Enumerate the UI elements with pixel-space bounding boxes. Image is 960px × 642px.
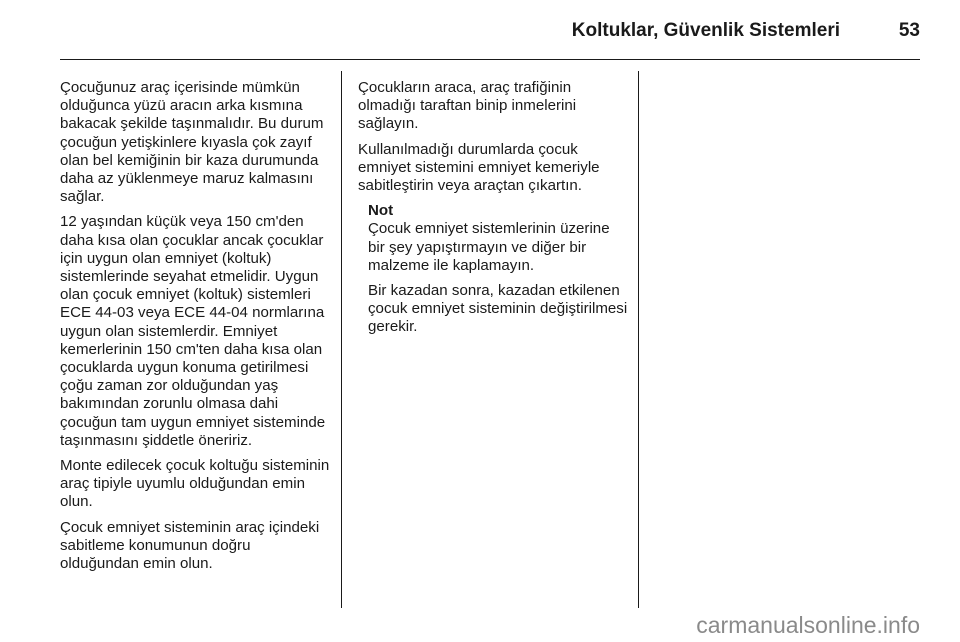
paragraph: Çocuğunuz araç içerisinde mümkün olduğunca yüzü aracın arka kısmına bakacak şekilde taşınmalıdır. Bu durum çocuğun yetişkinlere kıyasla çok zayıf olan bel kemiğinin bir kaza durumunda daha az yüklenmeye maruz kalmasını sağlar.: [60, 79, 324, 206]
note-paragraph: Bir kazadan sonra, kazadan etkilenen çocuk emniyet sisteminin değiştirilmesi gerekir.: [368, 282, 628, 336]
column-divider: [638, 71, 639, 608]
left-column: [60, 79, 332, 580]
right-column: [358, 79, 630, 344]
paragraph: Kullanılmadığı durumlarda çocuk emniyet sistemini emniyet kemeriyle sabitleştirin veya araçtan çıkartın.: [358, 140, 600, 195]
header-rule: [60, 59, 920, 60]
note-block: [368, 202, 630, 336]
watermark: carmanualsonline.info: [696, 612, 920, 638]
paragraph: Monte edilecek çocuk koltuğu sisteminin araç tipiyle uyumlu olduğundan emin olun.: [60, 457, 330, 511]
page-number: 53: [898, 20, 920, 41]
page-header-title: Koltuklar, Güvenlik Sistemleri: [571, 20, 840, 41]
note-paragraph: Çocuk emniyet sistemlerinin üzerine bir şey yapıştırmayın ve diğer bir malzeme ile kaplamayın.: [368, 220, 610, 274]
paragraph: Çocuk emniyet sisteminin araç içindeki sabitleme konumunun doğru olduğundan emin olun.: [60, 518, 320, 573]
column-divider: [341, 71, 342, 608]
paragraph: 12 yaşından küçük veya 150 cm'den daha kısa olan çocuklar ancak çocuklar için uygun olan emniyet (koltuk) sistemlerinde seyahat etmelidir. Uygun olan çocuk emniyet (koltuk) sistemleri ECE 44-03 veya ECE 44-04 normlarına uygun olan sistemlerdir. Emniyet kemerlerinin 150 cm'ten daha kısa olan çocuklarda uygun konuma getirilmesi çoğu zaman zor olduğundan yaş bakımından zorunlu olmasa dahi çocuğun tam uygun emniyet sisteminde taşınmasını şiddetle öneririz.: [60, 213, 326, 449]
paragraph: Çocukların araca, araç trafiğinin olmadığı taraftan binip inmelerini sağlayın.: [358, 79, 577, 133]
note-heading: Not: [368, 202, 394, 220]
